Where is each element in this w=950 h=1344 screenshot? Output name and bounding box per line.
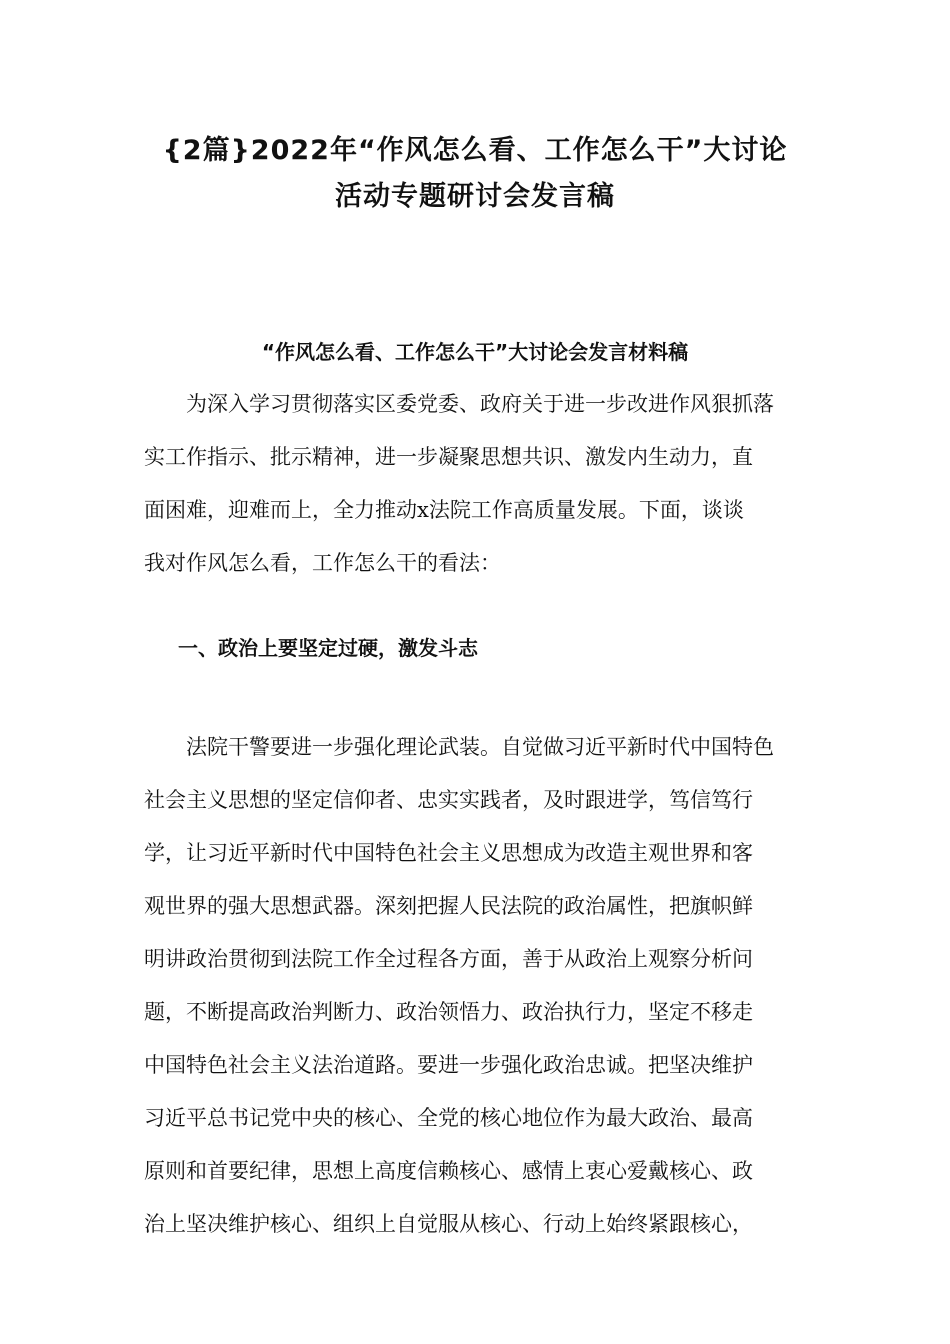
- title-line-2: 活动专题研讨会发言稿: [335, 181, 615, 212]
- text-line: 中国特色社会主义法治道路。要进一步强化政治忠诚。把坚决维护: [144, 1053, 753, 1077]
- text-line: 习近平总书记党中央的核心、全党的核心地位作为最大政治、最高: [144, 1106, 753, 1130]
- text-line: 治上坚决维护核心、组织上自觉服从核心、行动上始终紧跟核心，: [144, 1212, 753, 1236]
- text-line: 明讲政治贯彻到法院工作全过程各方面，善于从政治上观察分析问: [144, 947, 753, 971]
- text-line: 法院干警要进一步强化理论武装。自觉做习近平新时代中国特色: [144, 735, 774, 759]
- intro-paragraph: [144, 378, 812, 590]
- text-line: 原则和首要纪律，思想上高度信赖核心、感情上衷心爱戴核心、政: [144, 1159, 753, 1183]
- text-line: 我对作风怎么看，工作怎么干的看法：: [144, 551, 501, 575]
- text-line: 学，让习近平新时代中国特色社会主义思想成为改造主观世界和客: [144, 841, 753, 865]
- title-line-1: {2篇}2022年“作风怎么看、工作怎么干”大讨论: [162, 135, 788, 166]
- document-subtitle: “作风怎么看、工作怎么干”大讨论会发言材料稿: [261, 340, 689, 364]
- text-line: 为深入学习贯彻落实区委党委、政府关于进一步改进作风狠抓落: [144, 392, 774, 416]
- text-line: 观世界的强大思想武器。深刻把握人民法院的政治属性，把旗帜鲜: [144, 894, 753, 918]
- text-line: 实工作指示、批示精神，进一步凝聚思想共识、激发内生动力，直: [144, 445, 753, 469]
- text-line: 面困难，迎难而上，全力推动x法院工作高质量发展。下面，谈谈: [144, 498, 744, 522]
- text-line: 题，不断提高政治判断力、政治领悟力、政治执行力，坚定不移走: [144, 1000, 753, 1024]
- text-line: 社会主义思想的坚定信仰者、忠实实践者，及时跟进学，笃信笃行: [144, 788, 753, 812]
- document-title: [100, 128, 850, 220]
- section-heading: 一、政治上要坚定过硬，激发斗志: [178, 636, 478, 660]
- body-paragraph: [144, 721, 812, 1251]
